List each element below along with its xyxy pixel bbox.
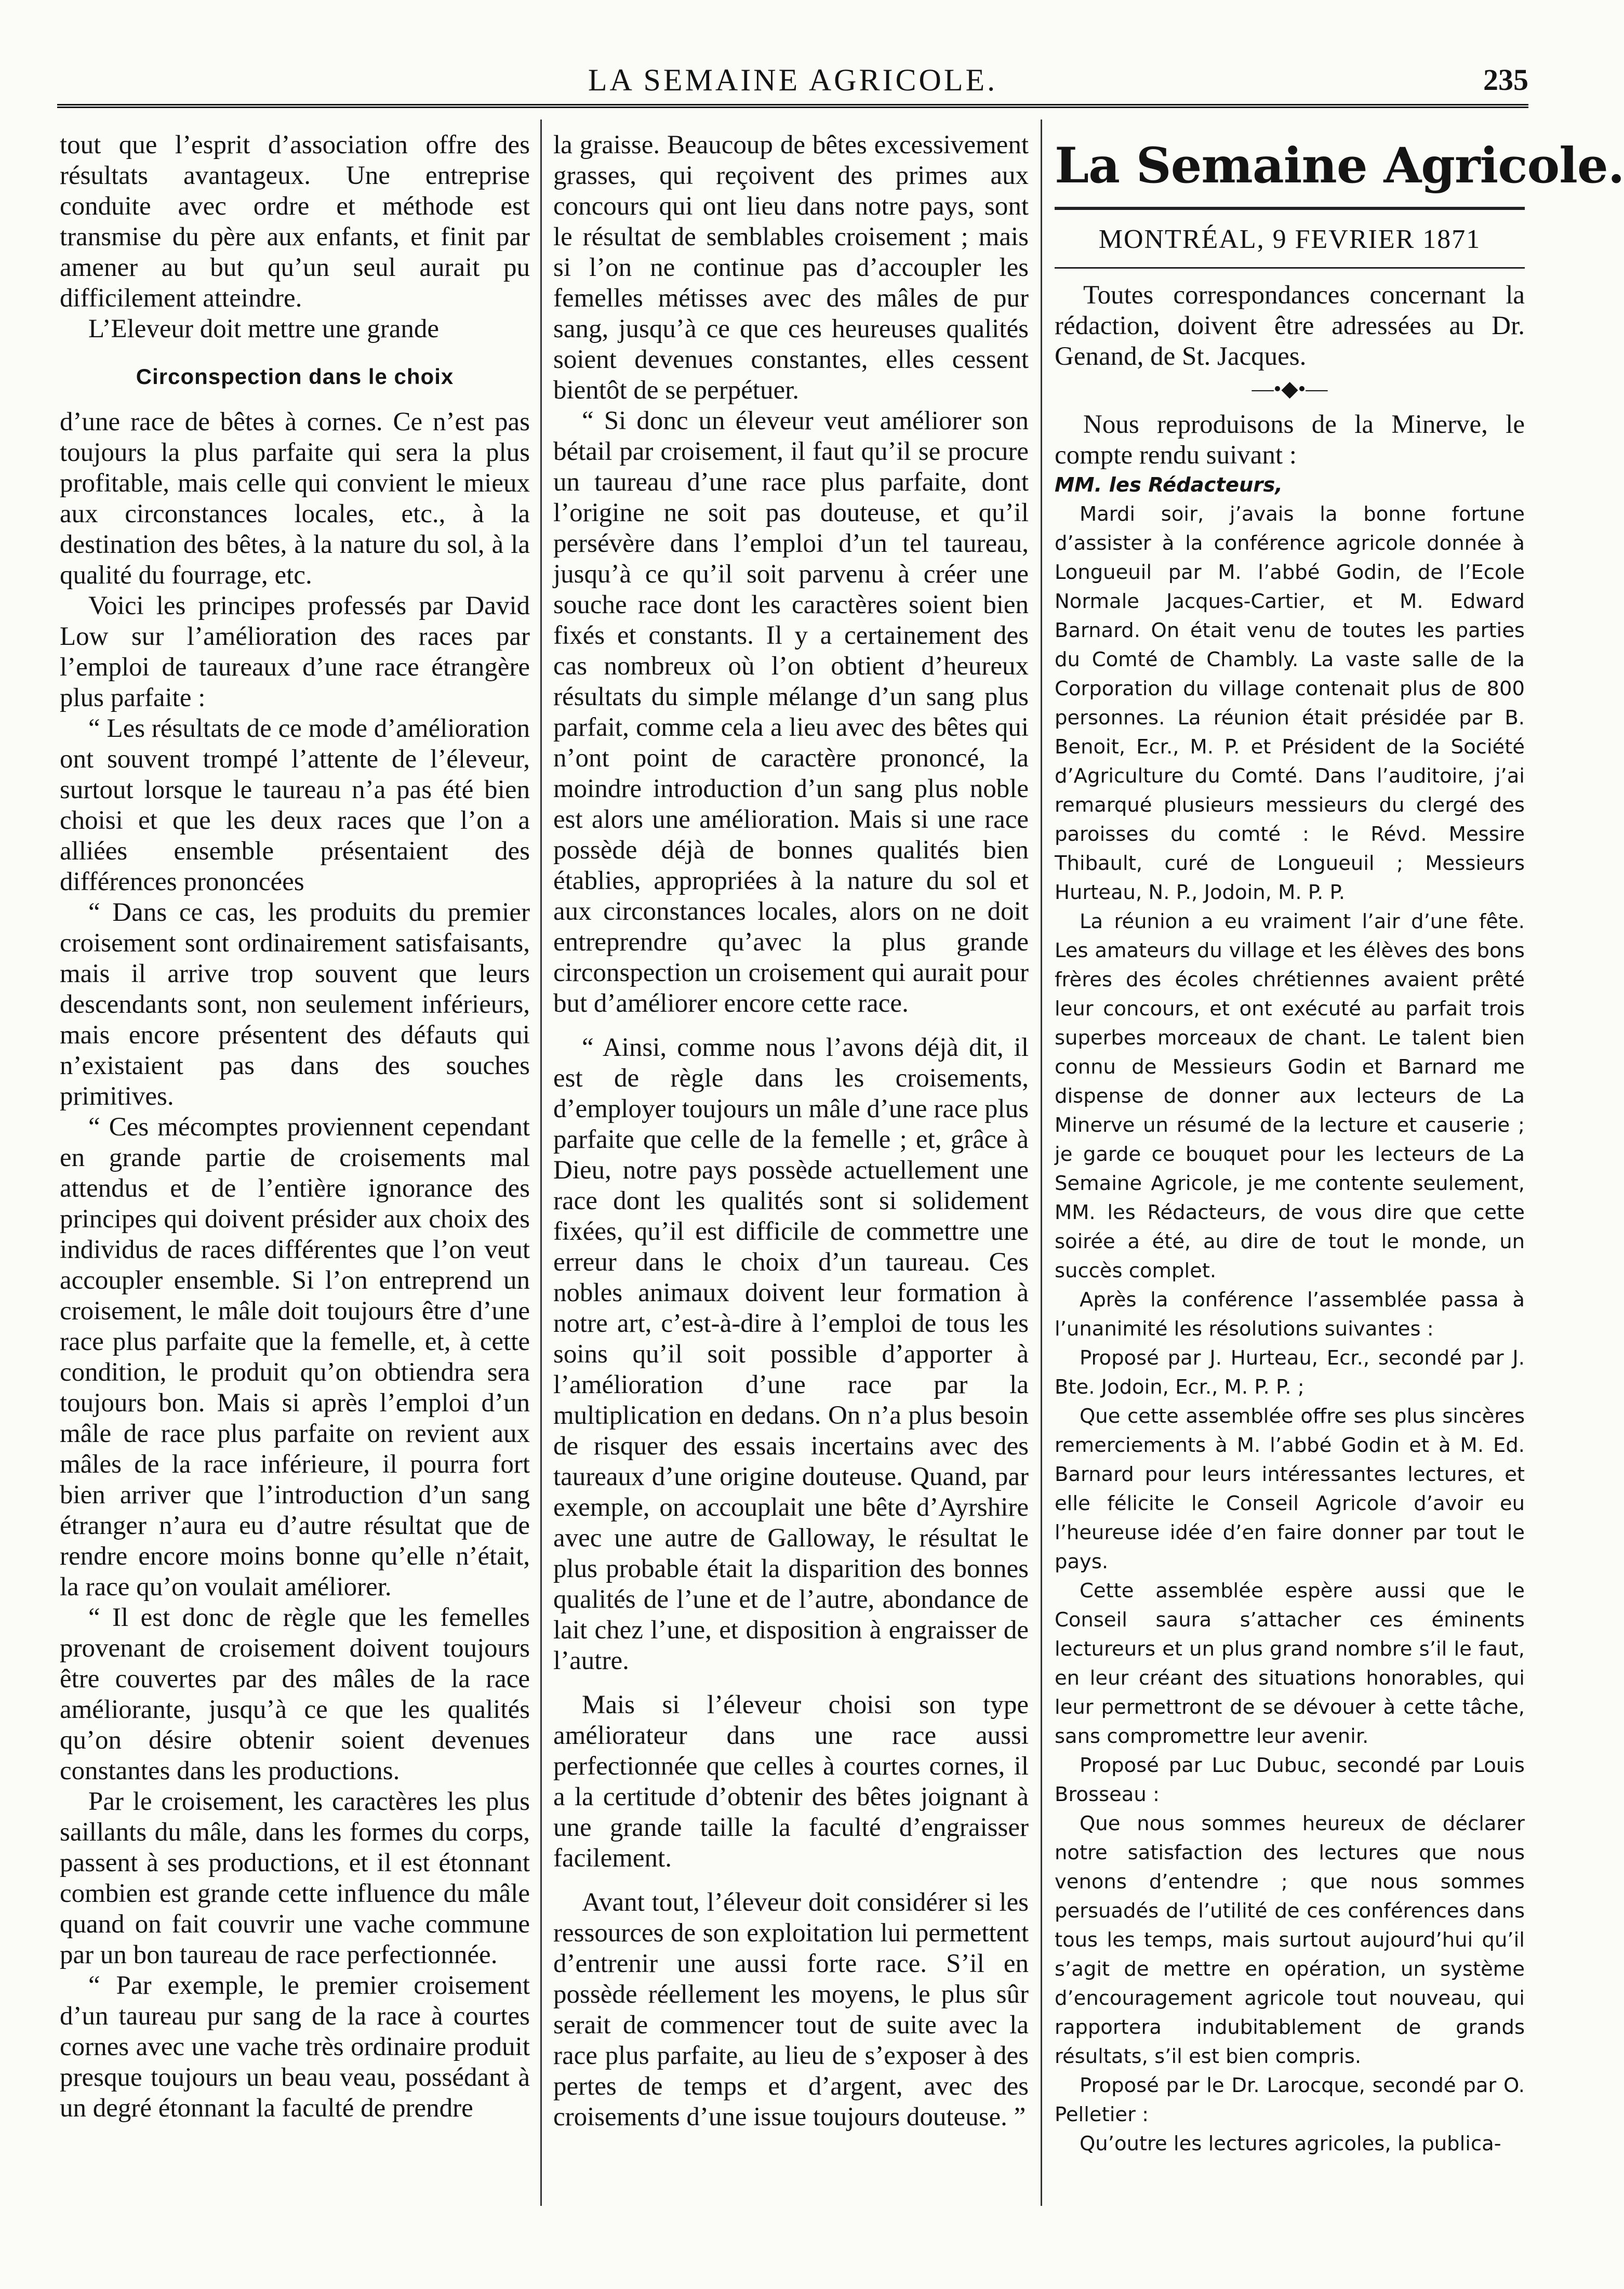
paragraph: Cette assemblée espère aussi que le Conseil saura s’attacher ces éminents lectureurs et un plus grand nombre s’il le faut, en leur créant des situations honorables, qui leur permettront de se dévouer à cette tâche, sans compromettre leur avenir. [1055, 1579, 1525, 1748]
paragraph: “ Les résultats de ce mode d’amélioration ont souvent trompé l’attente de l’éleveur, surtout lorsque le taureau n’a pas été bien choisi et que les deux races que l’on a alliées ensemble présentaient des différences prononcées [60, 714, 530, 896]
column-1 [60, 130, 530, 2206]
column-3 [1055, 130, 1624, 2206]
paragraph: Que nous sommes heureux de déclarer notre satisfaction des lectures que nous venons d’entendre ; que nous sommes persuadés de l’utilité de ces conférences dans tous les temps, mais surtout aujourd’hui qu’il s’agit de mettre en opération, un système d’encouragement agricole tout nouveau, qui rapportera indubitablement de grands résultats, s’il est bien compris. [1055, 1812, 1525, 2068]
paragraph: la graisse. Beaucoup de bêtes excessivement grasses, qui reçoivent des primes aux concours qui ont lieu dans notre pays, sont le résultat de semblables croisement ; mais si l’on ne continue pas d’accoupler les femelles métisses avec des mâles de pur sang, jusqu’à ce que ces heureuses qualités soient devenues constantes, elles cessent bientôt de se perpétuer. [553, 130, 1029, 405]
header-rule [57, 104, 1528, 108]
editorial-notice: Toutes correspondances concernant la rédaction, doivent être adressées au Dr. Genand, de St. Jacques. [1055, 281, 1525, 371]
salutation: MM. les Rédacteurs, [1055, 473, 1283, 497]
page-number: 235 [1483, 63, 1528, 97]
paragraph: Qu’outre les lectures agricoles, la publica- [1080, 2132, 1501, 2155]
section-subhead: Circonspection dans le choix [136, 364, 454, 389]
paragraph: Mardi soir, j’avais la bonne fortune d’assister à la conférence agricole donnée à Longueuil par M. l’abbé Godin, de l’Ecole Normale Jacques-Cartier, et M. Edward Barnard. On était venu de toutes les parties du Comté de Chambly. La vaste salle de la Corporation du village contenait plus de 800 personnes. La réunion était présidée par B. Benoit, Ecr., M. P. et Président de la Société d’Agriculture du Comté. Dans l’auditoire, j’ai remarqué plusieurs messieurs du clergé des paroisses du comté : le Révd. Messire Thibault, curé de Longueuil ; Messieurs Hurteau, N. P., Jodoin, M. P. P. [1055, 502, 1525, 904]
paragraph: Voici les principes professés par David Low sur l’amélioration des races par l’emploi de taureaux d’une race étrangère plus parfaite : [60, 591, 530, 712]
paragraph: “ Si donc un éleveur veut améliorer son bétail par croisement, il faut qu’il se procure un taureau d’une race plus parfaite, dont l’origine ne soit pas douteuse, et qu’il persévère dans l’emploi d’un tel taureau, jusqu’à ce qu’il soit parvenu à créer une souche race dont les caractères soient bien fixés et constants. Il y a certainement des cas nombreux où l’on obtient d’heureux résultats du simple mélange d’un sang plus parfait, comme cela a lieu avec des bêtes qui n’ont point de caractère prononcé, la moindre introduction d’un sang plus noble est alors une amélioration. Mais si une race possède déjà de bonnes qualités bien établies, appropriées à la nature du sol et aux circonstances locales, alors on ne doit entreprendre qu’avec la plus grande circonspection un croisement qui aurait pour but d’améliorer encore cette race. [553, 406, 1029, 1018]
paragraph: “ Il est donc de règle que les femelles provenant de croisement doivent toujours être couvertes par des mâles de la race améliorante, jusqu’à ce que les qualités qu’on désire obtenir soient devenues constantes dans les productions. [60, 1603, 530, 1785]
paragraph: Que cette assemblée offre ses plus sincères remerciements à M. l’abbé Godin et à M. Ed. Barnard pour leurs intéressantes lectures, et elle félicite le Conseil Agricole d’avoir eu l’heureuse idée d’en faire donner par tout le pays. [1055, 1405, 1525, 1573]
paragraph: Avant tout, l’éleveur doit considérer si les ressources de son exploitation lui permettent d’entrenir une aussi forte race. S’il en possède réellement les moyens, le plus sûr serait de commencer tout de suite avec la race plus parfaite, au lieu de s’exposer à des pertes de temps et d’argent, avec des croisements d’une issue toujours douteuse. ” [553, 1888, 1029, 2132]
ornament-divider: —•◆•— [1252, 377, 1328, 401]
paragraph: Proposé par Luc Dubuc, secondé par Louis Brosseau : [1055, 1754, 1525, 1806]
paragraph: Mais si l’éleveur choisi son type améliorateur dans une race aussi perfectionnée que celles à courtes cornes, il a la certitude d’obtenir des bêtes joignant à une grande taille la faculté d’engraisser facilement. [553, 1690, 1029, 1873]
column-divider [1041, 120, 1042, 2206]
masthead-title: La Semaine Agricole. [1055, 137, 1624, 194]
paragraph: Proposé par J. Hurteau, Ecr., secondé par J. Bte. Jodoin, Ecr., M. P. P. ; [1055, 1346, 1525, 1399]
paragraph: d’une race de bêtes à cornes. Ce n’est pas toujours la plus parfaite qui sera la plus profitable, mais celle qui convient le mieux aux circonstances locales, etc., à la destination des bêtes, à la nature du sol, à la qualité du fourrage, etc. [60, 407, 530, 590]
intro-paragraph: Nous reproduisons de la Minerve, le compte rendu suivant : [1055, 410, 1525, 470]
masthead-rule [1055, 207, 1525, 210]
dateline-rule [1055, 267, 1525, 269]
paragraph: “ Ainsi, comme nous l’avons déjà dit, il est de règle dans les croisements, d’employer toujours un mâle d’une race plus parfaite que celle de la femelle ; et, grâce à Dieu, notre pays possède actuellement une race dont les qualités sont si solidement fixées, qu’il est difficile de commettre une erreur dans le choix d’un taureau. Ces nobles animaux doivent leur formation à notre art, c’est-à-dire à l’emploi de tous les soins qu’il soit possible d’apporter à l’amélioration d’une race par la multiplication en dedans. On n’a plus besoin de risquer des essais incertains avec des taureaux d’une origine douteuse. Quand, par exemple, on accouplait une bête d’Ayrshire avec une autre de Galloway, le résultat le plus probable était la disparition des bonnes qualités de l’une et de l’autre, abondance de lait chez l’une, et disposition à engraisser de l’autre. [553, 1033, 1029, 1675]
paragraph: Après la conférence l’assemblée passa à l’unanimité les résolutions suivantes : [1055, 1288, 1525, 1341]
paragraph: L’Eleveur doit mettre une grande [88, 314, 440, 343]
running-head [57, 62, 1528, 104]
paragraph: Proposé par le Dr. Larocque, secondé par O. Pelletier : [1055, 2074, 1525, 2126]
paragraph: “ Par exemple, le premier croisement d’un taureau pur sang de la race à courtes cornes avec une vache très ordinaire produit presque toujours un beau veau, possédant à un degré étonnant la faculté de prendre [60, 1971, 530, 2123]
letter-body [1055, 471, 1525, 2159]
paragraph: La réunion a eu vraiment l’air d’une fête. Les amateurs du village et les élèves des bons frères des écoles chrétiennes avaient prêté leur concours, et ont exécuté au parfait trois superbes morceaux de chant. Le talent bien connu de Messieurs Godin et Barnard me dispense de donner aux lecteurs de La Minerve un résumé de la lecture et causerie ; je garde ce bouquet pour les lecteurs de La Semaine Agricole, je me contente seulement, MM. les Rédacteurs, de vous dire que cette soirée a été, au dire de tout le monde, un succès complet. [1055, 910, 1525, 1282]
paragraph: Par le croisement, les caractères les plus saillants du mâle, dans les formes du corps, passent à ses productions, et il est étonnant combien est grande cette influence du mâle quand on fait couvrir une vache commune par un bon taureau de race perfectionnée. [60, 1787, 530, 1969]
paragraph: tout que l’esprit d’association offre des résultats avantageux. Une entreprise conduite avec ordre et méthode est transmise du père aux enfants, et finit par amener au but qu’un seul aurait pu difficilement atteindre. [60, 130, 530, 313]
dateline: MONTRÉAL, 9 FEVRIER 1871 [1098, 224, 1481, 254]
column-2 [553, 130, 1029, 2206]
paragraph: “ Dans ce cas, les produits du premier croisement sont ordinairement satisfaisants, mais il arrive trop souvent que leurs descendants sont, non seulement inférieurs, mais encore présentent des défauts qui n’existaient pas dans des souches primitives. [60, 898, 530, 1111]
column-divider [540, 120, 542, 2206]
paragraph: “ Ces mécomptes proviennent cependant en grande partie de croisements mal attendus et de l’entière ignorance des principes qui doivent présider aux choix des individus de races différentes que l’on veut accoupler ensemble. Si l’on entreprend un croisement, le mâle doit toujours être d’une race plus parfaite que la femelle, et, à cette condition, le produit qu’on obtiendra sera toujours bon. Mais si après l’emploi d’un mâle de race plus parfaite on revient aux mâles de la race inférieure, il pourra fort bien arriver que l’introduction d’un sang étranger n’aura eu d’autre résultat que de rendre encore moins bonne qu’elle n’était, la race qu’on voulait améliorer. [60, 1113, 530, 1602]
running-title: LA SEMAINE AGRICOLE. [588, 63, 998, 97]
